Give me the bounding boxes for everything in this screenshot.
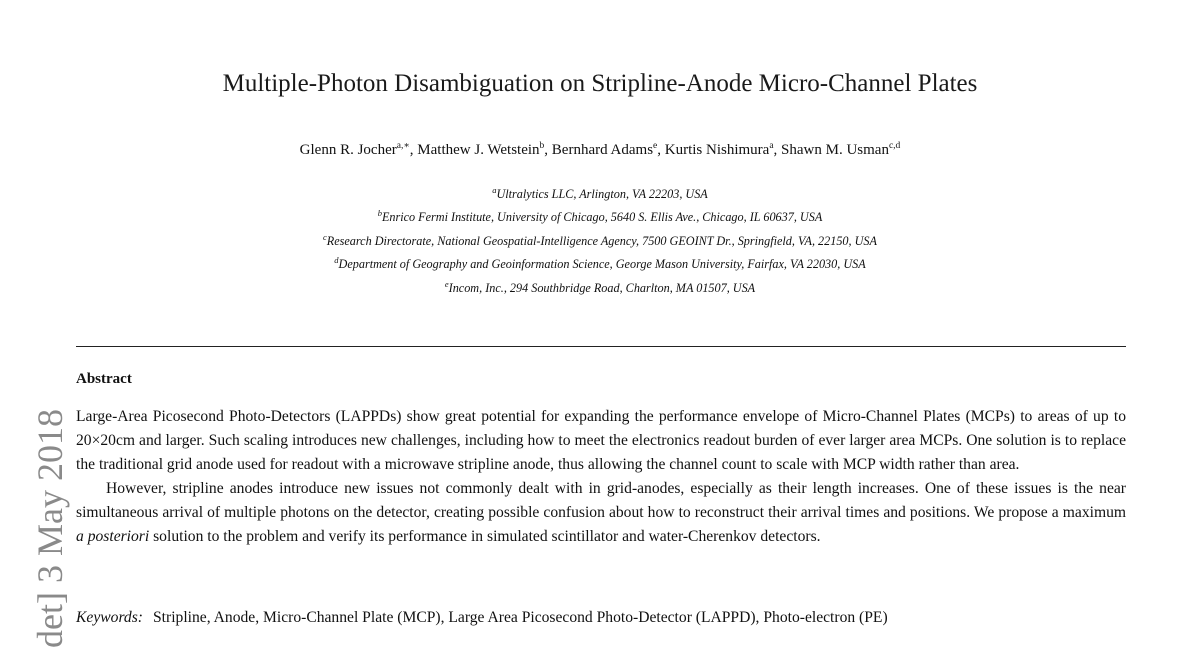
keywords-label: Keywords: bbox=[76, 609, 143, 626]
affiliation: $^b$Enrico Fermi Institute, University of Chicago, 5640 S. Ellis Ave., Chicago, IL 60637, USA bbox=[377, 208, 823, 225]
section-divider bbox=[76, 346, 1126, 347]
affiliation: $^e$Incom, Inc., 294 Southbridge Road, Charlton, MA 01507, USA bbox=[444, 278, 756, 295]
author: Matthew J. Wetstein$^b$, bbox=[417, 141, 552, 158]
abstract-body bbox=[76, 405, 1126, 549]
keywords bbox=[76, 609, 1126, 627]
abstract-paragraph: Large-Area Picosecond Photo-Detectors (LAPPDs) show great potential for expanding the performance envelope of Micro-Channel Plates (MCPs) to areas of up to 20×20cm and larger. Such scaling introduces new challenges, including how to meet the electronics readout burden of ever larger area MCPs. One solution is to replace the traditional grid anode used for readout with a microwave stripline anode, thus allowing the channel count to scale with MCP width rather than area. bbox=[76, 408, 1126, 473]
abstract-paragraph: However, stripline anodes introduce new issues not commonly dealt with in grid-anodes, especially as their length increases. One of these issues is the near simultaneous arrival of multiple photons on the detector, creating possible confusion about how to reconstruct their arrival times and positions. We propose a maximum a posteriori solution to the problem and verify its performance in simulated scintillator and water-Cherenkov detectors. bbox=[76, 480, 1126, 545]
affiliation: $^c$Research Directorate, National Geospatial-Intelligence Agency, 7500 GEOINT Dr., Springfield, VA, 22150, USA bbox=[323, 231, 877, 248]
emphasis-text: a posteriori bbox=[76, 528, 150, 545]
paper-title: Multiple-Photon Disambiguation on Stripline-Anode Micro-Channel Plates bbox=[222, 70, 978, 97]
author: Bernhard Adams$^e$, bbox=[551, 141, 665, 158]
keywords-text: Stripline, Anode, Micro-Channel Plate (MCP), Large Area Picosecond Photo-Detector (LAPPD), Photo-electron (PE) bbox=[153, 609, 888, 626]
author: Shawn M. Usman$^{c,d}$ bbox=[781, 141, 901, 158]
author: Glenn R. Jocher$^{a,∗}$, bbox=[299, 141, 418, 158]
arxiv-sidebar-stamp: det] 3 May 2018 bbox=[30, 409, 70, 648]
affiliation: $^d$Department of Geography and Geoinformation Science, George Mason University, Fairfax, VA 22030, USA bbox=[334, 255, 866, 272]
affiliation-list bbox=[0, 181, 1200, 298]
abstract-heading: Abstract bbox=[76, 371, 132, 387]
author: Kurtis Nishimura$^a$, bbox=[664, 141, 782, 158]
affiliation: $^a$Ultralytics LLC, Arlington, VA 22203, USA bbox=[492, 185, 708, 202]
author-list bbox=[0, 140, 1200, 159]
